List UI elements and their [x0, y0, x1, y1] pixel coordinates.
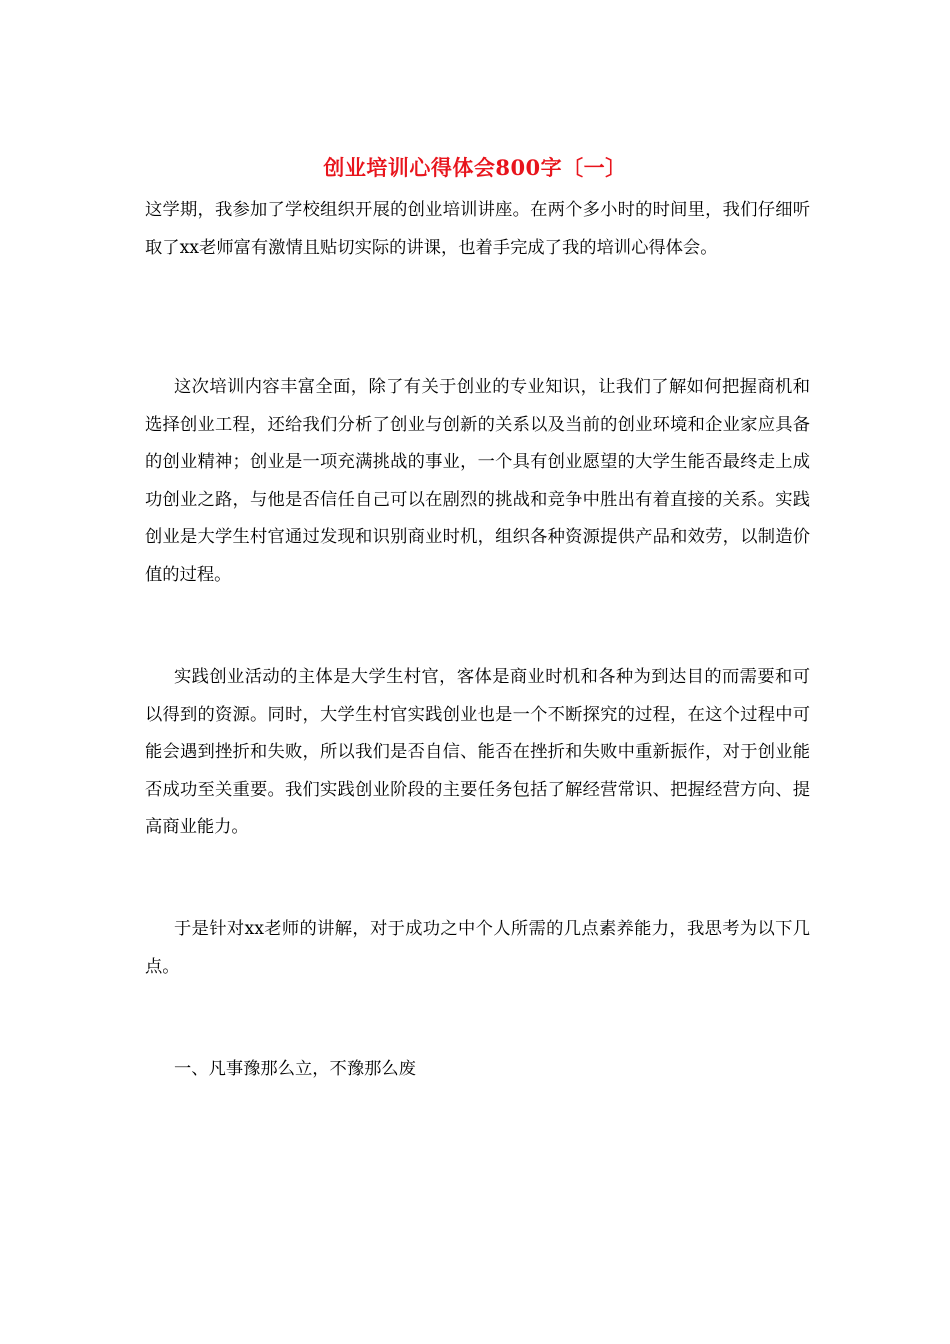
document-title: 创业培训心得体会800字〔一〕 [323, 155, 627, 180]
paragraph-training-content: 这次培训内容丰富全面，除了有关于创业的专业知识，让我们了解如何把握商机和选择创业工程，还给我们分析了创业与创新的关系以及当前的创业环境和企业家应具备的创业精神；创业是一项充满挑战的事业，一个具有创业愿望的大学生能否最终走上成功创业之路，与他是否信任自己可以在剧烈的挑战和竞争中胜出有着直接的关系。实践创业是大学生村官通过发现和识别商业时机，组织各种资源提供产品和效劳，以制造价值的过程。 [145, 377, 810, 585]
paragraph-reflection: 于是针对xx老师的讲解，对于成功之中个人所需的几点素养能力，我思考为以下几点。 [145, 919, 810, 977]
paragraph-practice-subject: 实践创业活动的主体是大学生村官，客体是商业时机和各种为到达目的而需要和可以得到的资源。同时，大学生村官实践创业也是一个不断探究的过程，在这个过程中可能会遇到挫折和失败，所以我们是否自信、能否在挫折和失败中重新振作，对于创业能否成功至关重要。我们实践创业阶段的主要任务包括了解经营常识、把握经营方向、提高商业能力。 [145, 667, 810, 837]
paragraph-point-one: 一、凡事豫那么立，不豫那么废 [174, 1059, 416, 1079]
paragraph-intro: 这学期，我参加了学校组织开展的创业培训讲座。在两个多小时的时间里，我们仔细听取了xx老师富有激情且贴切实际的讲课，也着手完成了我的培训心得体会。 [145, 200, 810, 258]
